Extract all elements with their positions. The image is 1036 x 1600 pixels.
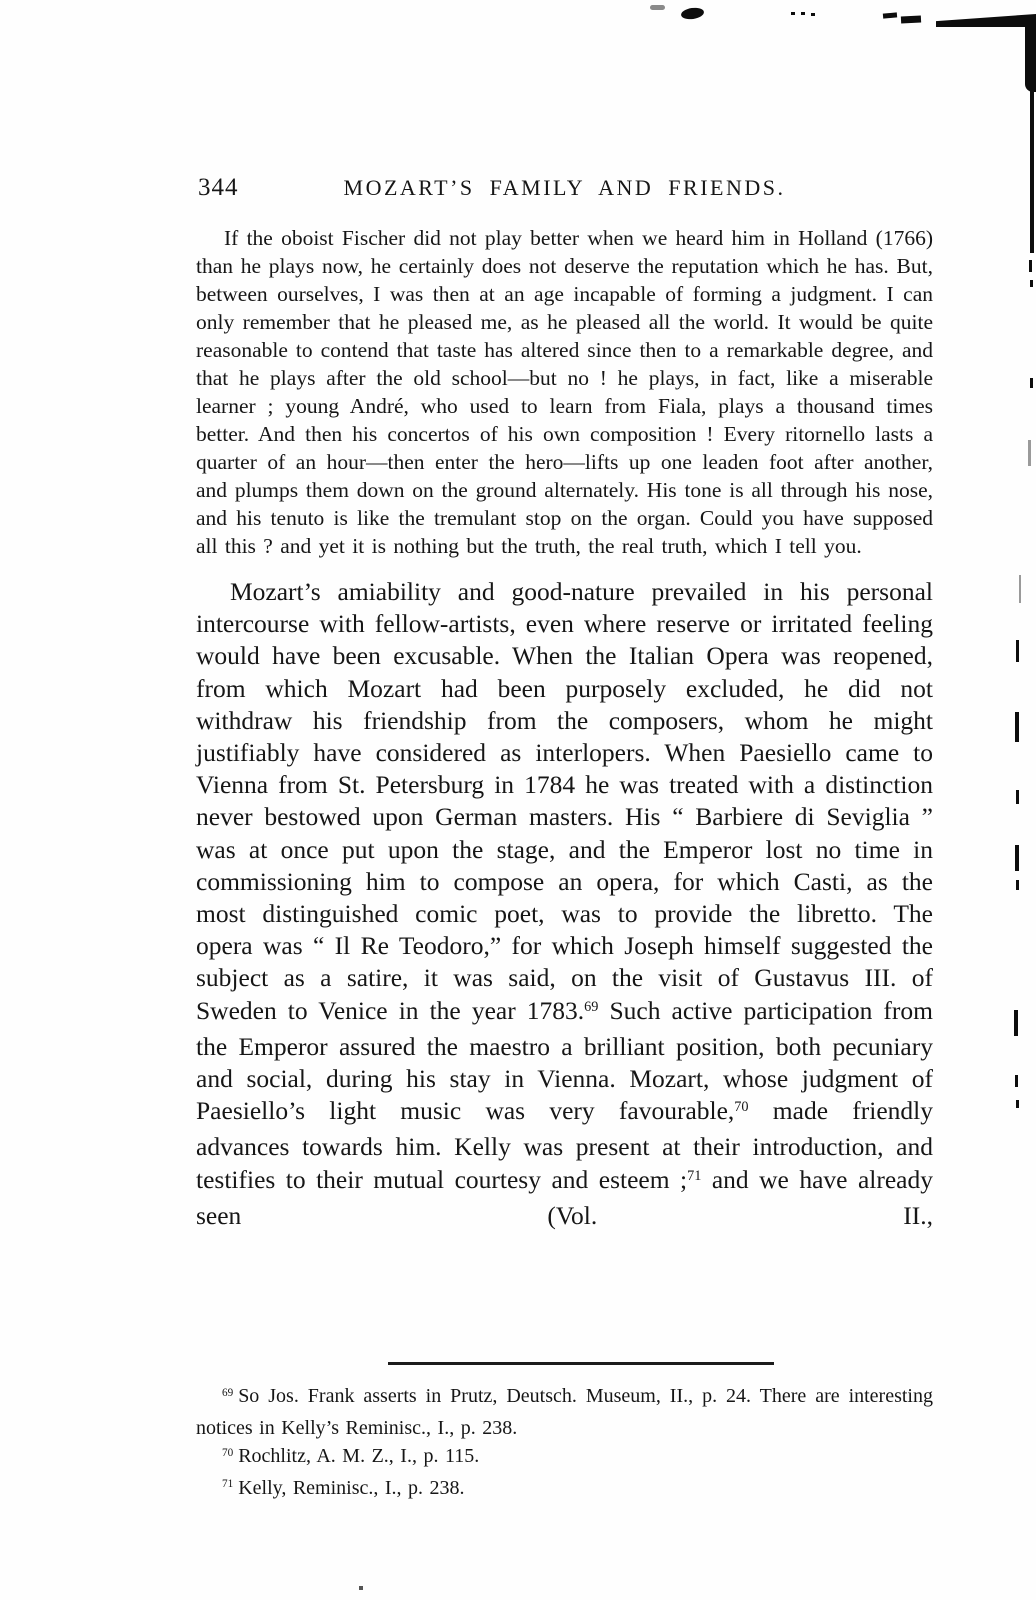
scan-mark <box>1015 712 1019 742</box>
footnote-text: Kelly, Reminisc., I., p. 238. <box>238 1476 465 1499</box>
scan-mark <box>1016 1100 1019 1108</box>
running-title: MOZART’S FAMILY AND FRIENDS. <box>343 175 786 200</box>
body-text-segment: Such active participation from the Emperor assured the maestro a brilliant position, both pecuniary and social, during his stay in Vienna. Mozart, whose judgment of Paesiello’s light music was very favourable, <box>196 995 933 1126</box>
footnote-divider <box>388 1362 774 1365</box>
footnotes <box>196 1382 933 1505</box>
scan-mark <box>791 12 795 15</box>
footnote-71 <box>196 1474 933 1506</box>
scan-mark <box>1019 575 1021 603</box>
footnote-text: Rochlitz, A. M. Z., I., p. 115. <box>238 1445 480 1467</box>
scan-mark <box>680 6 704 20</box>
body-text-segment: Mozart’s amiability and good-nature prevailed in his personal intercourse with fellow-artists, even where reserve or irritated feeling would have been excusable. When the Italian Opera was reopened, from which Mozart had been purposely excluded, he did not withdraw his friendship from the composers, whom he might justifiably have considered as interlopers. When Paesiello came to Vienna from St. Petersburg in 1784 he was treated with a distinction never bestowed upon German masters. His “ Barbiere di Seviglia ” was at once put upon the stage, and the Emperor lost no time in commissioning him to compose an opera, for which Casti, as the most distinguished comic poet, was to provide the libretto. The opera was “ Il Re Teodoro,” for which Joseph himself suggested the subject as a satire, it was said, on the visit of Gustavus III. of Sweden to Venice in the year 1783. <box>196 577 933 1025</box>
footnote-ref-69: 69 <box>584 998 599 1015</box>
body-text-segment: made friendly advances towards him. Kelly was present at their introduction, and testifies to their mutual courtesy and esteem ; <box>196 1096 933 1194</box>
scan-mark <box>650 5 665 10</box>
scan-mark <box>811 13 815 16</box>
footnote-marker-69: 69 <box>222 1386 234 1399</box>
scan-mark <box>1030 280 1033 287</box>
scan-mark <box>1030 378 1033 388</box>
footnote-70 <box>196 1442 933 1474</box>
footnote-marker-70: 70 <box>222 1446 234 1459</box>
scan-mark <box>1015 1075 1018 1087</box>
footnote-text: So Jos. Frank asserts in Prutz, Deutsch. Museum, II., p. 24. There are interesting notices in Kelly’s Reminisc., I., p. 238. <box>196 1385 933 1439</box>
page-number: 344 <box>198 174 239 201</box>
scan-mark <box>901 15 921 23</box>
scan-mark <box>883 12 897 18</box>
page-header <box>196 172 933 206</box>
scan-mark <box>1016 790 1019 804</box>
scan-mark <box>359 1586 363 1590</box>
page-edge-shadow <box>1025 20 1036 92</box>
text-column <box>196 224 933 1232</box>
scan-mark <box>1016 880 1019 890</box>
scan-mark <box>801 12 805 15</box>
scan-mark <box>1028 440 1031 466</box>
scan-mark <box>1015 845 1019 871</box>
body-paragraph <box>196 576 933 1232</box>
page-edge-shadow <box>1030 88 1034 253</box>
letter-quote-paragraph: If the oboist Fischer did not play better when we heard him in Holland (1766) than he plays now, he certainly does not deserve the reputation which he has. But, between ourselves, I was then at an age incapable of forming a judgment. I can only remember that he pleased me, as he pleased all the world. It would be quite reasonable to contend that taste has altered since then to a remarkable degree, and that he plays after the old school—but no ! he plays, in fact, like a miserable learner ; young André, who used to learn from Fiala, plays a thousand times better. And then his concertos of his own composition ! Every ritornello lasts a quarter of an hour—then enter the hero—lifts up one leaden foot after another, and plumps them down on the ground alternately. His tone is all through his nose, and his tenuto is like the tremulant stop on the organ. Could you have supposed all this ? and yet it is nothing but the truth, the real truth, which I tell you. <box>196 226 933 558</box>
scan-mark <box>1014 1010 1018 1036</box>
footnote-ref-71: 71 <box>687 1167 702 1184</box>
scan-mark <box>1016 640 1019 662</box>
footnote-69 <box>196 1382 933 1442</box>
footnote-marker-71: 71 <box>222 1478 234 1491</box>
footnote-ref-70: 70 <box>734 1099 749 1116</box>
page-edge-shadow <box>936 14 1036 27</box>
body-text-segment: and we have already seen (Vol. II., <box>196 1164 933 1230</box>
scan-mark <box>1029 260 1032 272</box>
